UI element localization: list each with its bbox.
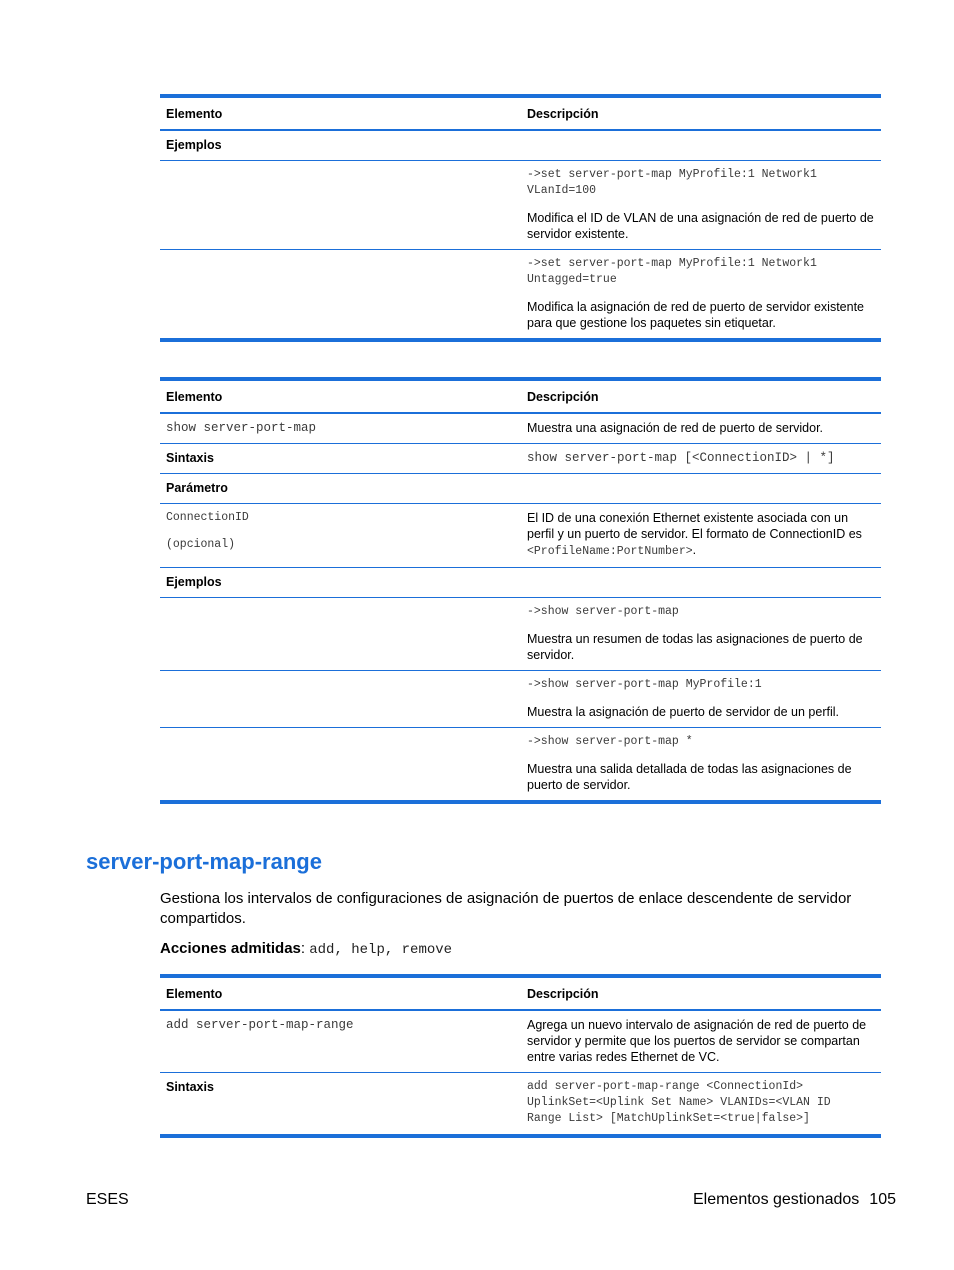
example-cell — [521, 161, 881, 250]
syntax-line: Range List> [MatchUplinkSet=<true|false>] — [527, 1112, 810, 1125]
add-server-port-map-range-table — [160, 974, 881, 1138]
example-command: ->set server-port-map MyProfile:1 Network1 — [527, 257, 817, 270]
example-description: Muestra un resumen de todas las asignaciones de puerto de servidor. — [527, 632, 863, 662]
header-descripcion: Descripción — [527, 987, 599, 1001]
parameter-optional: (opcional) — [166, 538, 236, 551]
syntax-line: add server-port-map-range <ConnectionId> — [527, 1080, 804, 1093]
page-number: 105 — [869, 1191, 896, 1208]
header-elemento: Elemento — [166, 390, 223, 404]
parameter-name: ConnectionID — [166, 511, 249, 524]
syntax-label: Sintaxis — [160, 1073, 521, 1137]
header-elemento: Elemento — [166, 107, 223, 121]
example-command: ->show server-port-map * — [527, 735, 693, 748]
section-heading: server-port-map-range — [86, 849, 322, 874]
example-command: ->set server-port-map MyProfile:1 Network1 — [527, 168, 817, 181]
example-cell — [521, 598, 881, 671]
footer-page-info — [693, 1191, 896, 1209]
example-command: ->show server-port-map — [527, 605, 679, 618]
syntax-label: Sintaxis — [160, 444, 521, 474]
examples-table-set — [160, 94, 881, 342]
example-description: Muestra una salida detallada de todas las asignaciones de puerto de servidor. — [527, 762, 852, 792]
parameter-format: <ProfileName:PortNumber> — [527, 545, 693, 558]
example-description: Modifica el ID de VLAN de una asignación de red de puerto de servidor existente. — [527, 211, 874, 241]
parameter-label: Parámetro — [160, 474, 521, 504]
command-description: Muestra una asignación de red de puerto de servidor. — [521, 413, 881, 444]
ejemplos-label: Ejemplos — [160, 568, 521, 598]
ejemplos-label: Ejemplos — [160, 130, 521, 161]
example-description: Modifica la asignación de red de puerto de servidor existente para que gestione los paquetes sin etiquetar. — [527, 300, 865, 330]
header-elemento: Elemento — [166, 987, 223, 1001]
footer-section-name: Elementos gestionados — [692, 1191, 860, 1208]
parameter-description: El ID de una conexión Ethernet existente asociada con un perfil y un puerto de servidor. El formato de ConnectionID es — [527, 511, 862, 541]
example-command: ->show server-port-map MyProfile:1 — [527, 678, 762, 691]
actions-label: Acciones admitidas — [160, 940, 301, 957]
example-description: Muestra la asignación de puerto de servidor de un perfil. — [527, 705, 839, 719]
header-descripcion: Descripción — [527, 390, 599, 404]
command-name: show server-port-map — [160, 413, 521, 444]
example-cell — [521, 250, 881, 341]
example-cell — [521, 728, 881, 803]
syntax-text: show server-port-map [<ConnectionID> | *] — [521, 444, 881, 474]
syntax-line: UplinkSet=<Uplink Set Name> VLANIDs=<VLAN ID — [527, 1096, 831, 1109]
example-command: VLanId=100 — [527, 184, 597, 197]
example-cell — [521, 671, 881, 728]
footer-language-code: ESES — [86, 1191, 129, 1208]
command-name: add server-port-map-range — [160, 1010, 521, 1073]
supported-actions — [160, 940, 452, 958]
show-server-port-map-table — [160, 377, 881, 804]
actions-colon: : — [300, 940, 306, 957]
actions-list: add, help, remove — [309, 942, 453, 958]
syntax-cell — [521, 1073, 881, 1137]
example-command: Untagged=true — [527, 273, 617, 286]
command-description: Agrega un nuevo intervalo de asignación de red de puerto de servidor y permite que los puertos de servidor se compartan entre varias redes Ethernet de VC. — [521, 1010, 881, 1073]
header-descripcion: Descripción — [527, 107, 599, 121]
parameter-period: . — [692, 543, 697, 557]
section-intro: Gestiona los intervalos de configuraciones de asignación de puertos de enlace descendente de servidor compartidos. — [160, 890, 852, 927]
parameter-description-cell — [521, 504, 881, 568]
